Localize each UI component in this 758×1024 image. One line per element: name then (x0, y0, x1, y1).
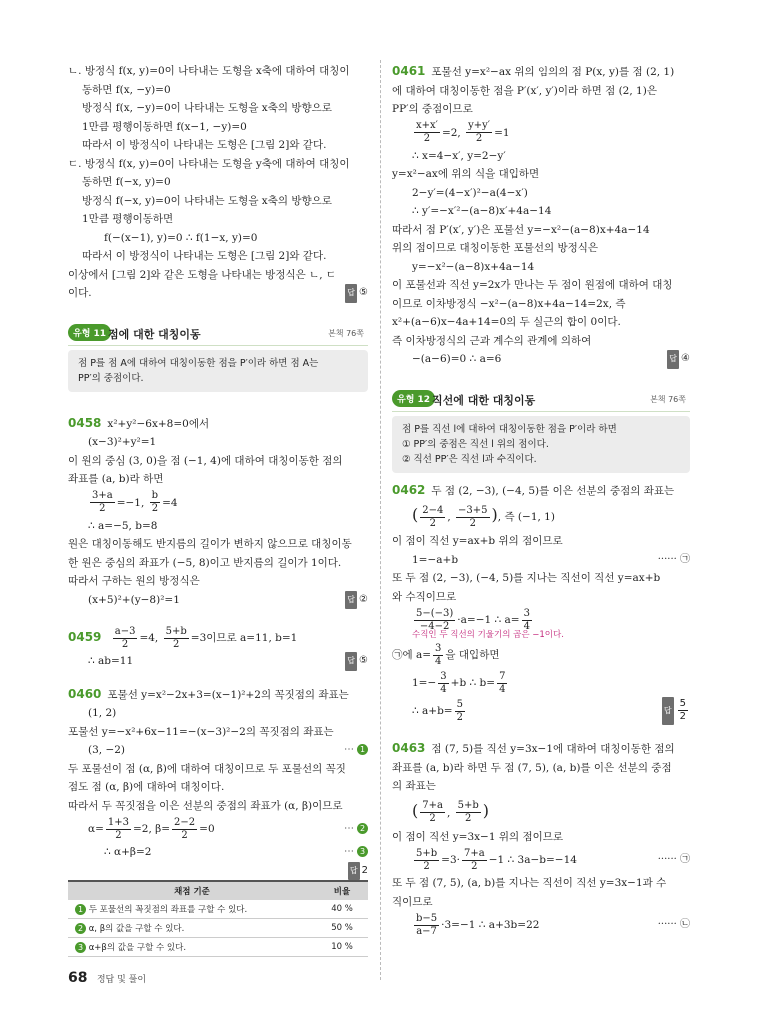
text-line: 두 점 (2, −3), (−4, 5)를 이은 선분의 중점의 좌표는 (431, 484, 675, 497)
text-line: 직이므로 (392, 895, 433, 908)
answer-icon: 답 (667, 350, 679, 369)
equation-line: $\frac{x+x'}{2}$ =2, $\frac{y+y'}{2}$ =1 (416, 120, 510, 144)
info-line: ② 직선 PP′은 직선 l과 수직이다. (402, 453, 537, 465)
text-line: 방정식 f(−x, y)=0이 나타내는 도형을 x축의 방향으로 (82, 194, 332, 207)
text-line: (1, 2) (88, 707, 117, 719)
fraction: $\frac{3}{4}$ (440, 670, 447, 695)
problem-number: 0462 (392, 482, 426, 497)
answer-mark: 답 ② (345, 591, 368, 610)
text-line: 1=−a+b ······ ㉠ (392, 551, 690, 570)
fraction: $\frac{3}{4}$ (435, 642, 442, 667)
fraction: $\frac{b}{2}$ (151, 490, 159, 514)
text-line: 따라서 이 방정식이 나타내는 도형은 [그림 2]와 같다. (82, 250, 327, 262)
right-column (392, 62, 690, 939)
text-line: y=x²−ax에 위의 식을 대입하면 (392, 168, 540, 180)
left-column (68, 62, 368, 957)
equation-line: 1=− $\frac{3}{4}$ +b ∴ b= $\frac{7}{4}$ (412, 670, 506, 695)
problem-number: 0460 (68, 686, 102, 701)
equation-tag: ······ ㉠ (657, 553, 690, 565)
fraction: $\frac{1+3}{2}$ (107, 816, 129, 841)
text-line: 2−y′=(4−x′)²−a(4−x′) (412, 186, 528, 199)
table-header: 채점 기준 (68, 881, 316, 900)
answer-icon: 답 (662, 697, 674, 725)
text-line: (x−3)²+y²=1 (88, 436, 157, 448)
criteria-text: α+β의 값을 구할 수 있다. (88, 943, 187, 953)
scoring-criteria-table (68, 880, 368, 957)
table-row (68, 900, 368, 919)
problem-0463 (392, 739, 690, 939)
text-line: 와 수직이므로 (392, 590, 457, 603)
text-line: f(−(x−1), y)=0 ∴ f(1−x, y)=0 (104, 231, 258, 244)
answer-mark: 답 ④ (667, 350, 690, 369)
fraction: $\frac{a-3}{2}$ (114, 625, 136, 650)
step-icon: 2 (75, 923, 86, 934)
text-line: 포물선 y=x²−ax 위의 임의의 점 P(x, y)를 점 (2, 1) (431, 66, 675, 78)
text-line: (x+5)²+(y−8)²=1 답 ② (68, 591, 368, 610)
equation-tag: ······ ㉠ (657, 854, 690, 865)
text-line: ∴ a=−5, b=8 (88, 519, 158, 532)
answer-mark: 답 ⑤ (345, 652, 368, 671)
fraction: $\frac{7}{4}$ (499, 670, 506, 695)
answer-icon: 답 (345, 652, 357, 671)
problem-number: 0461 (392, 64, 426, 78)
answer-icon: 답 (348, 862, 360, 881)
equation-line: 0459 $\frac{a-3}{2}$ =4, $\frac{5+b}{2}$ =3이므로 a=11, b=1 (68, 625, 298, 650)
problem-number: 0458 (68, 415, 102, 430)
text-line: 포물선 y=−x²+6x−11=−(x−3)²−2의 꼭짓점의 좌표는 (68, 725, 334, 738)
step-marker: ⋯ 1 (344, 741, 368, 760)
fraction: $\frac{5+b}{2}$ (416, 847, 438, 872)
text-line: 점 (7, 5)를 직선 y=3x−1에 대하여 대칭이동한 점의 (431, 743, 675, 755)
text-line: 이 원의 중심 (3, 0)을 점 (−1, 4)에 대하여 대칭이동한 점의 (68, 454, 343, 467)
fraction: $\frac{5-(-3)}{-4-2}$ (416, 607, 454, 632)
info-line: 점 P를 점 A에 대하여 대칭이동한 점을 P′이라 하면 점 A는 (78, 357, 319, 369)
text-line: 따라서 두 꼭짓점을 이은 선분의 중점의 좌표가 (α, β)이므로 (68, 799, 343, 812)
problem-0461 (392, 62, 690, 369)
text-line: 좌표를 (a, b)라 하면 (68, 473, 164, 485)
problem-0458 (68, 414, 368, 610)
problem-0460 (68, 685, 368, 876)
fraction: $\frac{3}{4}$ (523, 607, 530, 632)
text-line: 1만큼 평행이동하면 (82, 213, 174, 225)
text-line: ∴ y′=−x′²−(a−8)x′+4a−14 (412, 205, 552, 217)
text-line: 에 대하여 대칭이동한 점을 P′(x′, y′)이라 하면 점 (2, 1)은 (392, 84, 657, 97)
equation-line: $\frac{5-(-3)}{-4-2}$ ·a=−1 ∴ a= $\frac{3}{4}$ (416, 607, 530, 632)
text-line: 좌표를 (a, b)라 하면 두 점 (7, 5), (a, b)를 이은 선분의 중점 (392, 761, 672, 774)
equation-line: ( $\frac{2-4}{2}$ , $\frac{-3+5}{2}$ ), 즉 (−1, 1) (412, 504, 555, 529)
text-line: ∴ x=4−x′, y=2−y′ (412, 149, 506, 162)
equation-line: ∴ a+b= $\frac{5}{2}$ 답 $\frac{5}{2}$ (392, 697, 690, 725)
text-line: PP′의 중점이므로 (392, 103, 473, 115)
fraction: $\frac{3+a}{2}$ (92, 490, 113, 514)
fraction: $\frac{5+b}{2}$ (165, 625, 187, 650)
column-divider (380, 60, 381, 980)
fraction: $\frac{-3+5}{2}$ (458, 504, 488, 529)
continued-solution (68, 62, 368, 303)
fraction: $\frac{x+x'}{2}$ (416, 120, 438, 144)
fraction: $\frac{y+y'}{2}$ (468, 120, 491, 144)
hint-note: 수직인 두 직선의 기울기의 곱은 −1이다. (412, 630, 564, 640)
text-line: y=−x²−(a−8)x+4a−14 (412, 260, 535, 273)
text-line: ∴ ab=11 답 ⑤ (68, 652, 368, 671)
criteria-percent: 40 % (316, 900, 368, 919)
text-line: 방정식 f(x, −y)=0이 나타내는 도형을 x축의 방향으로 (82, 102, 332, 114)
table-header: 비율 (316, 881, 368, 900)
type-badge: 유형 11 (68, 324, 111, 341)
type-12-info-box (392, 416, 690, 473)
text-line: 또 두 점 (7, 5), (a, b)를 지나는 직선이 직선 y=3x−1과 수 (392, 877, 667, 889)
type-11-info-box (68, 350, 368, 392)
answer-mark: 답 ⑤ (345, 284, 368, 303)
type-reference: 본책 76쪽 (328, 328, 364, 338)
equation-line: α= $\frac{1+3}{2}$ =2, β= $\frac{2-2}{2}$ =0 ⋯ 2 (68, 815, 368, 843)
equation-line: ( $\frac{7+a}{2}$ , $\frac{5+b}{2}$ ) (412, 800, 490, 824)
type-badge: 유형 12 (392, 390, 435, 407)
text-line: 이므로 이차방정식 −x²−(a−8)x+4a−14=2x, 즉 (392, 297, 626, 310)
text-line: 따라서 구하는 원의 방정식은 (68, 575, 200, 587)
answer-icon: 답 (345, 284, 357, 303)
text-line: 이 포물선과 직선 y=2x가 만나는 두 점이 원점에 대하여 대칭 (392, 279, 673, 291)
text-line: 또 두 점 (2, −3), (−4, 5)를 지나는 직선이 직선 y=ax+b (392, 572, 661, 584)
text-line: (3, −2) ⋯ 1 (68, 741, 368, 760)
answer-mark: 답 $\frac{5}{2}$ (662, 697, 690, 725)
criteria-text: α, β의 값을 구할 수 있다. (88, 924, 185, 934)
footer-label: 정답 및 풀이 (96, 975, 147, 985)
answer-mark: 답 2 (348, 862, 368, 881)
fraction: $\frac{b-5}{a-7}$ (416, 912, 438, 937)
text-line: ㄷ. 방정식 f(x, y)=0이 나타내는 도형을 y축에 대하여 대칭이 (68, 157, 350, 170)
text-line: 이 점이 직선 y=3x−1 위의 점이므로 (392, 830, 564, 843)
text-line: 이 점이 직선 y=ax+b 위의 점이므로 (392, 535, 563, 547)
problem-number: 0459 (68, 630, 102, 644)
table-row (68, 919, 368, 938)
type-title: 직선에 대한 대칭이동 (432, 393, 536, 407)
problem-0462 (392, 481, 690, 726)
text-line: 1만큼 평행이동하면 f(x−1, −y)=0 (82, 120, 247, 133)
text-line: 위의 점이므로 대칭이동한 포물선의 방정식은 (392, 242, 599, 254)
text-line: x²+y²−6x+8=0에서 (107, 417, 210, 430)
criteria-percent: 50 % (316, 919, 368, 938)
type-reference: 본책 76쪽 (650, 394, 686, 404)
step-icon: 1 (75, 904, 86, 915)
text-line: −(a−6)=0 ∴ a=6 답 ④ (392, 350, 690, 369)
fraction: $\frac{5+b}{2}$ (457, 800, 479, 824)
text-line: 동하면 f(x, −y)=0 (82, 83, 171, 96)
text-line: 한 원은 중심의 좌표가 (−5, 8)이고 반지름의 길이가 1이다. (68, 556, 342, 569)
text-line: 동하면 f(−x, y)=0 (82, 176, 171, 188)
text-line: x²+(a−6)x−4a+14=0의 두 실근의 합이 0이다. (392, 316, 621, 328)
text-line: 이다. 답 ⑤ (68, 284, 368, 303)
text-line: 즉 이차방정식의 근과 계수의 관계에 의하여 (392, 334, 592, 347)
fraction: $\frac{7+a}{2}$ (463, 847, 485, 872)
step-marker: ⋯ 2 (344, 815, 368, 843)
text-line: ∴ α+β=2 ⋯ 3 (68, 843, 368, 862)
equation-tag: ······ ㉡ (657, 919, 690, 930)
text-line: 두 포물선이 점 (α, β)에 대하여 대칭이므로 두 포물선의 꼭짓 (68, 762, 346, 775)
table-row (68, 938, 368, 957)
info-line: ① PP′의 중점은 직선 l 위의 점이다. (402, 438, 549, 450)
criteria-percent: 10 % (316, 938, 368, 957)
equation-line: $\frac{5+b}{2}$ =3· $\frac{7+a}{2}$ −1 ∴ 3a−b=−14 ······ ㉠ (392, 846, 690, 874)
text-line: 따라서 이 방정식이 나타내는 도형은 [그림 2]와 같다. (82, 139, 327, 151)
criteria-text: 두 포물선의 꼭짓점의 좌표를 구할 수 있다. (88, 905, 248, 915)
text-line: 원은 대칭이동해도 반지름의 길이가 변하지 않으므로 대칭이동 (68, 538, 352, 550)
answer-icon: 답 (345, 591, 357, 610)
text-line: 의 좌표는 (392, 780, 436, 792)
type-12-header (392, 389, 690, 412)
page-number: 68 (68, 970, 88, 986)
problem-0459 (68, 623, 368, 671)
problem-number: 0463 (392, 741, 426, 755)
fraction: $\frac{5}{2}$ (456, 698, 463, 723)
step-marker: ⋯ 3 (344, 843, 368, 862)
info-line: 점 P를 직선 l에 대하여 대칭이동한 점을 P′이라 하면 (402, 423, 617, 435)
fraction: $\frac{7+a}{2}$ (422, 800, 443, 824)
step-icon: 3 (75, 942, 86, 953)
type-11-header (68, 323, 368, 346)
text-line: ㄴ. 방정식 f(x, y)=0이 나타내는 도형을 x축에 대하여 대칭이 (68, 65, 350, 77)
text-line: 점도 점 (α, β)에 대하여 대칭이다. (68, 781, 225, 793)
equation-line: $\frac{b-5}{a-7}$ ·3=−1 ∴ a+3b=22 ······ ㉡ (392, 911, 690, 939)
equation-line: $\frac{3+a}{2}$ =−1, $\frac{b}{2}$ =4 (92, 490, 178, 514)
fraction: $\frac{2-2}{2}$ (174, 816, 196, 841)
info-line: PP′의 중점이다. (78, 372, 144, 384)
page-footer (68, 970, 146, 986)
type-title: 점에 대한 대칭이동 (108, 327, 201, 341)
text-line: 포물선 y=x²−2x+3=(x−1)²+2의 꼭짓점의 좌표는 (107, 688, 349, 701)
text-line: 따라서 점 P′(x′, y′)은 포물선 y=−x²−(a−8)x+4a−14 (392, 223, 650, 236)
equation-line: ㉠에 a= $\frac{3}{4}$ 을 대입하면 (392, 642, 500, 667)
fraction: $\frac{2-4}{2}$ (422, 504, 444, 529)
text-line: 이상에서 [그림 2]와 같은 도형을 나타내는 방정식은 ㄴ, ㄷ (68, 268, 337, 281)
